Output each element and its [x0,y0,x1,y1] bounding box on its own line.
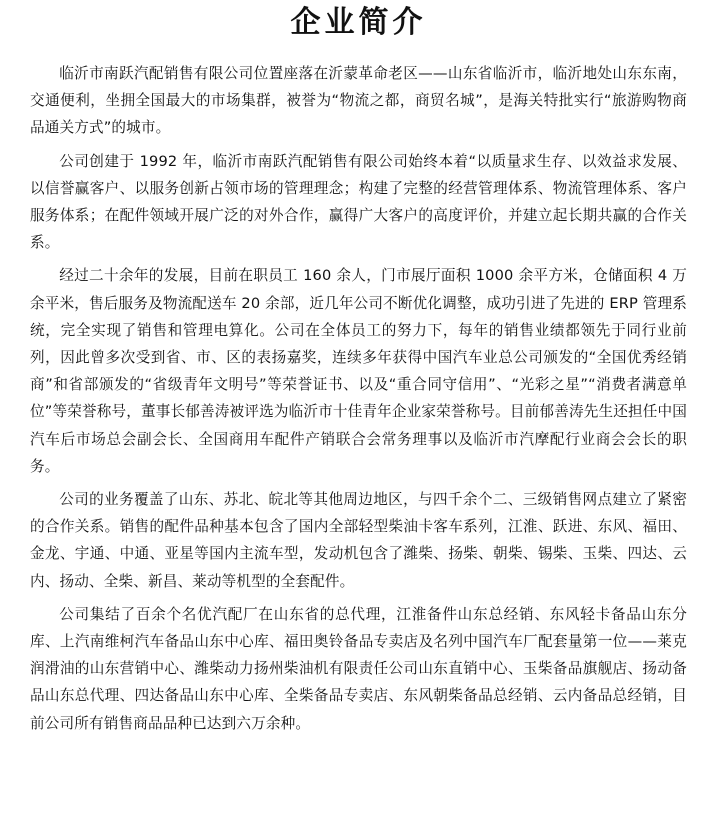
paragraph-business-coverage: 公司的业务覆盖了山东、苏北、皖北等其他周边地区，与四千余个二、三级销售网点建立了紧密的合作关系。销售的配件品种基本包含了国内全部轻型柴油卡客车系列，江淮、跃进、东风、福田、金龙、宇通、中通、亚星等国内主流车型，发动机包含了潍柴、扬柴、朝柴、锡柴、玉柴、四达、云内、扬动、全柴、新昌、莱动等机型的全套配件。 [30,491,687,590]
document-body [30,60,687,737]
paragraph-founding: 公司创建于 1992 年，临沂市南跃汽配销售有限公司始终本着“以质量求生存、以效益求发展、以信誉赢客户、以服务创新占领市场的管理理念；构建了完整的经营管理体系、物流管理体系、客户服务体系；在配件领域开展广泛的对外合作，赢得广大客户的高度评价，并建立起长期共赢的合作关系。 [30,152,687,252]
paragraph-location: 临沂市南跃汽配销售有限公司位置座落在沂蒙革命老区——山东省临沂市，临沂地处山东东南，交通便利，坐拥全国最大的市场集群，被誉为“物流之都，商贸名城”，是海关特批实行“旅游购物商品通关方式”的城市。 [30,65,687,137]
paragraph-development: 经过二十余年的发展，目前在职员工 160 余人，门市展厅面积 1000 余平方米，仓储面积 4 万余平米，售后服务及物流配送车 20 余部，近几年公司不断优化调整，成功引进了先进的 ERP 管理系统，完全实现了销售和管理电算化。公司在全体员工的努力下，每年的销售业绩都领先于同行业前列，因此曾多次受到省、市、区的表扬嘉奖，连续多年获得中国汽车业总公司颁发的“全国优秀经销商”和省部颁发的“省级青年文明号”等荣誉证书、以及“重合同守信用”、“光彩之星”“消费者满意单位”等荣誉称号，董事长郁善涛被评选为临沂市十佳青年企业家荣誉称号。目前郁善涛先生还担任中国汽车后市场总会副会长、全国商用车配件产销联合会常务理事以及临沂市汽摩配行业商会会长的职务。 [30,267,687,475]
page-title: 企业简介 [290,5,427,40]
paragraph-agencies: 公司集结了百余个名优汽配厂在山东省的总代理，江淮备件山东总经销、东风轻卡备品山东分库、上汽南维柯汽车备品山东中心库、福田奥铃备品专卖店及名列中国汽车厂配套量第一位——莱克润滑油的山东营销中心、潍柴动力扬州柴油机有限责任公司山东直销中心、玉柴备品旗舰店、扬动备品山东总代理、四达备品山东中心库、全柴备品专卖店、东风朝柴备品总经销、云内备品总经销，目前公司所有销售商品品种已达到六万余种。 [30,605,687,732]
